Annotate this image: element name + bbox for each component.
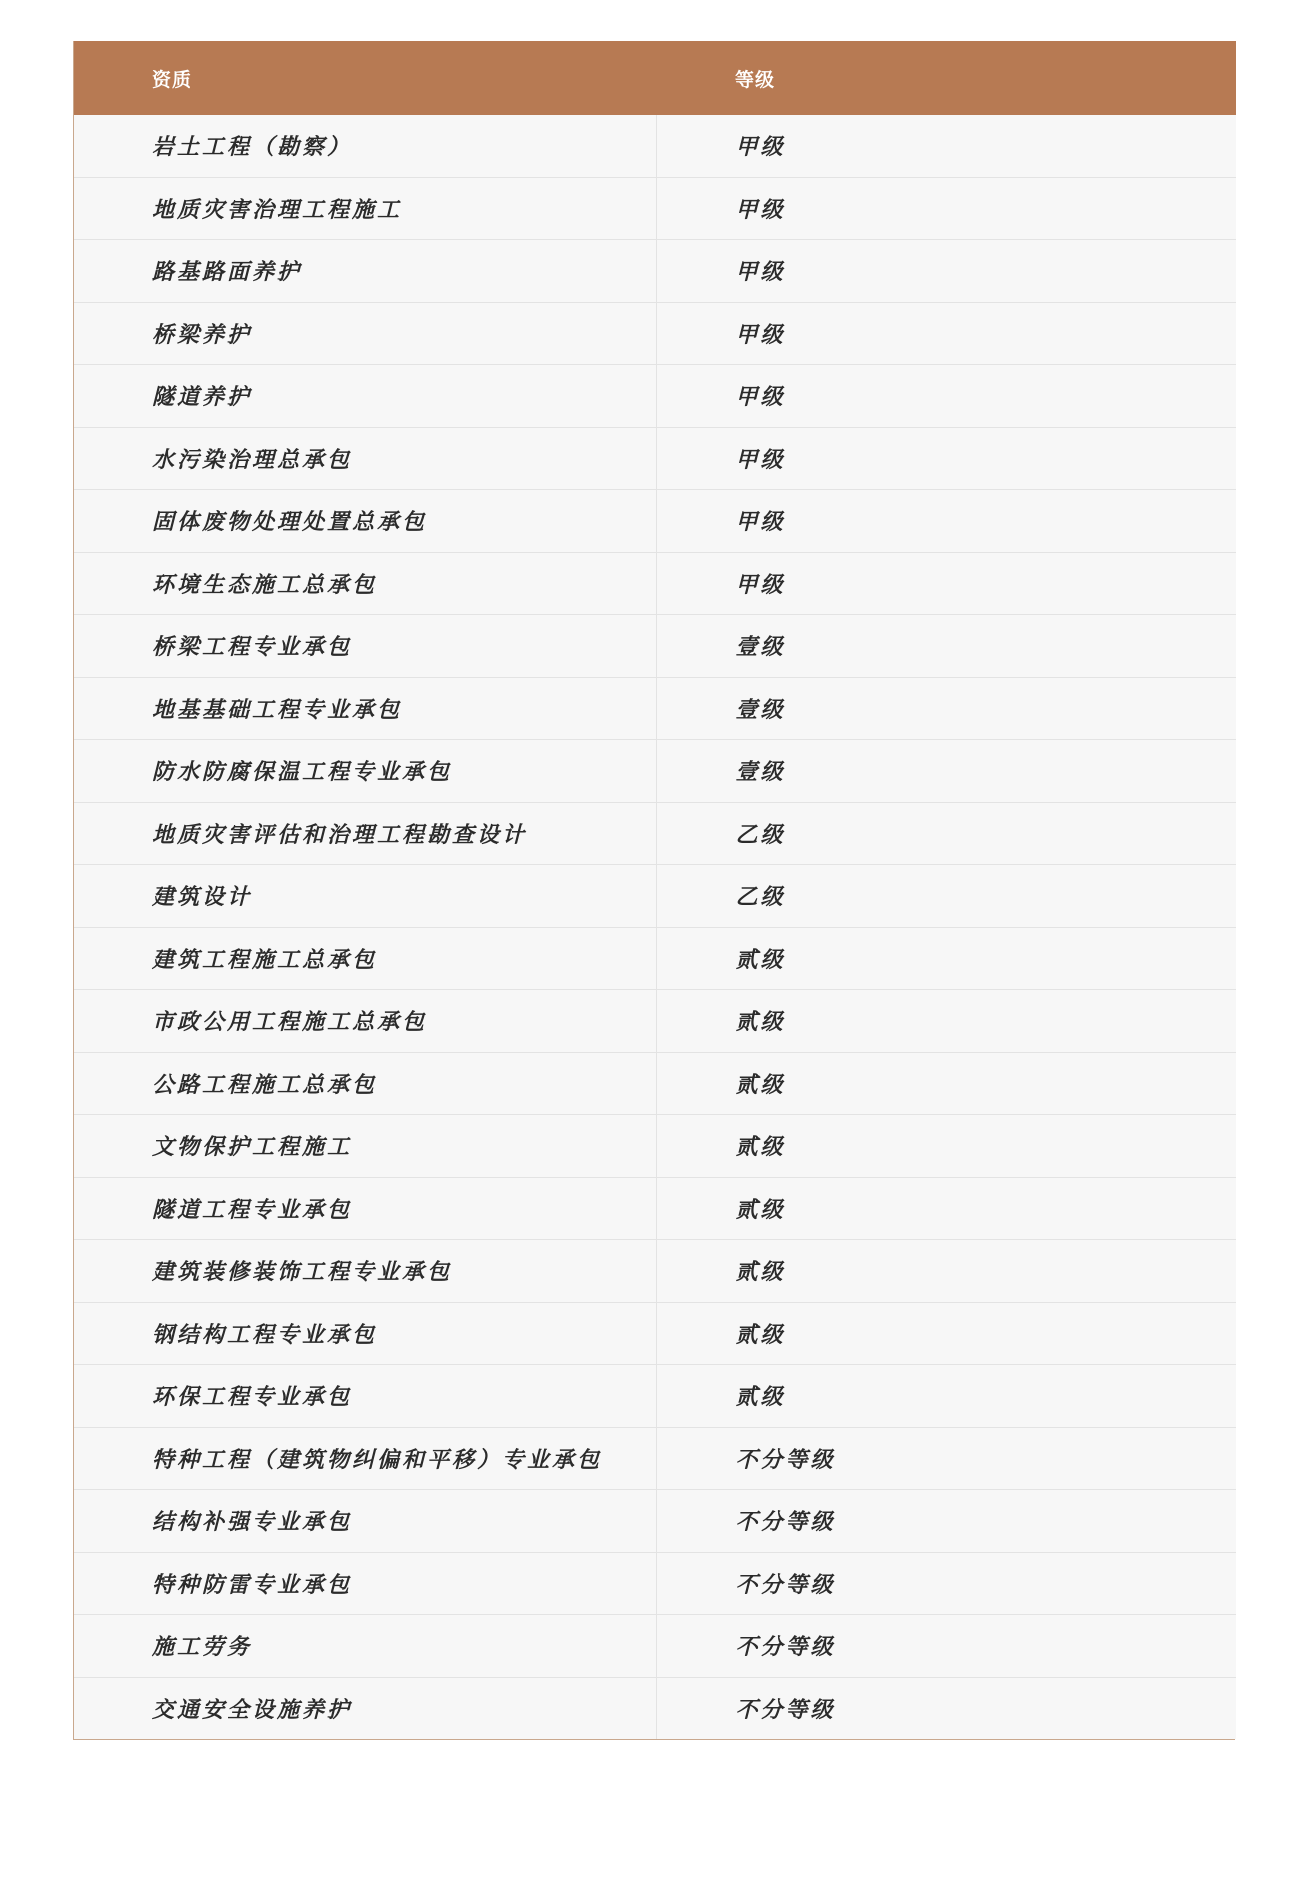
table-row [74,865,1236,928]
table-row [74,927,1236,990]
grade-cell: 壹级 [656,740,1236,803]
table-row [74,990,1236,1053]
grade-cell: 甲级 [656,365,1236,428]
table-row [74,1615,1236,1678]
qualification-table [74,41,1236,1739]
table-row [74,490,1236,553]
qualification-cell: 环保工程专业承包 [74,1365,656,1428]
qualification-cell: 建筑装修装饰工程专业承包 [74,1240,656,1303]
grade-cell: 乙级 [656,802,1236,865]
table-row [74,177,1236,240]
grade-cell: 不分等级 [656,1552,1236,1615]
grade-cell: 甲级 [656,115,1236,177]
grade-cell: 甲级 [656,302,1236,365]
qualification-cell: 建筑工程施工总承包 [74,927,656,990]
table-row [74,1427,1236,1490]
qualification-cell: 环境生态施工总承包 [74,552,656,615]
qualification-cell: 防水防腐保温工程专业承包 [74,740,656,803]
table-row [74,802,1236,865]
qualification-cell: 文物保护工程施工 [74,1115,656,1178]
qualification-cell: 岩土工程（勘察） [74,115,656,177]
qualification-cell: 施工劳务 [74,1615,656,1678]
grade-cell: 贰级 [656,990,1236,1053]
qualification-cell: 特种工程（建筑物纠偏和平移）专业承包 [74,1427,656,1490]
table-row [74,1177,1236,1240]
table-row [74,115,1236,177]
qualification-cell: 隧道养护 [74,365,656,428]
grade-cell: 不分等级 [656,1490,1236,1553]
grade-cell: 甲级 [656,177,1236,240]
grade-cell: 甲级 [656,240,1236,303]
grade-cell: 不分等级 [656,1427,1236,1490]
grade-cell: 壹级 [656,677,1236,740]
table-row [74,552,1236,615]
table-row [74,302,1236,365]
table-row [74,1302,1236,1365]
table-row [74,1677,1236,1739]
table-row [74,615,1236,678]
table-row [74,240,1236,303]
grade-cell: 不分等级 [656,1677,1236,1739]
column-header-qualification [74,41,656,115]
qualification-cell: 桥梁养护 [74,302,656,365]
table-header [74,41,1236,115]
grade-cell: 甲级 [656,552,1236,615]
table-body [74,115,1236,1739]
table-row [74,427,1236,490]
qualification-cell: 路基路面养护 [74,240,656,303]
table-header-row [74,41,1236,115]
qualification-cell: 特种防雷专业承包 [74,1552,656,1615]
qualification-cell: 地基基础工程专业承包 [74,677,656,740]
grade-cell: 贰级 [656,1365,1236,1428]
qualification-cell: 固体废物处理处置总承包 [74,490,656,553]
qualification-cell: 隧道工程专业承包 [74,1177,656,1240]
grade-cell: 乙级 [656,865,1236,928]
grade-cell: 贰级 [656,1177,1236,1240]
grade-cell: 甲级 [656,490,1236,553]
qualification-cell: 结构补强专业承包 [74,1490,656,1553]
grade-cell: 壹级 [656,615,1236,678]
grade-cell: 贰级 [656,1115,1236,1178]
table-row [74,1365,1236,1428]
qualification-cell: 公路工程施工总承包 [74,1052,656,1115]
qualification-cell: 建筑设计 [74,865,656,928]
table-row [74,740,1236,803]
qualification-cell: 水污染治理总承包 [74,427,656,490]
grade-cell: 甲级 [656,427,1236,490]
table-row [74,1052,1236,1115]
grade-cell: 贰级 [656,1302,1236,1365]
qualification-cell: 地质灾害治理工程施工 [74,177,656,240]
qualification-cell: 市政公用工程施工总承包 [74,990,656,1053]
column-header-label: 资质 [152,68,193,91]
qualification-cell: 交通安全设施养护 [74,1677,656,1739]
grade-cell: 贰级 [656,927,1236,990]
qualification-cell: 桥梁工程专业承包 [74,615,656,678]
column-header-label: 等级 [735,68,776,91]
grade-cell: 不分等级 [656,1615,1236,1678]
grade-cell: 贰级 [656,1240,1236,1303]
table-row [74,1552,1236,1615]
table-row [74,1490,1236,1553]
qualification-cell: 地质灾害评估和治理工程勘查设计 [74,802,656,865]
table-row [74,1240,1236,1303]
qualification-cell: 钢结构工程专业承包 [74,1302,656,1365]
table-row [74,1115,1236,1178]
table-row [74,677,1236,740]
table-row [74,365,1236,428]
column-header-grade [656,41,1236,115]
qualification-table-container [73,41,1235,1740]
grade-cell: 贰级 [656,1052,1236,1115]
